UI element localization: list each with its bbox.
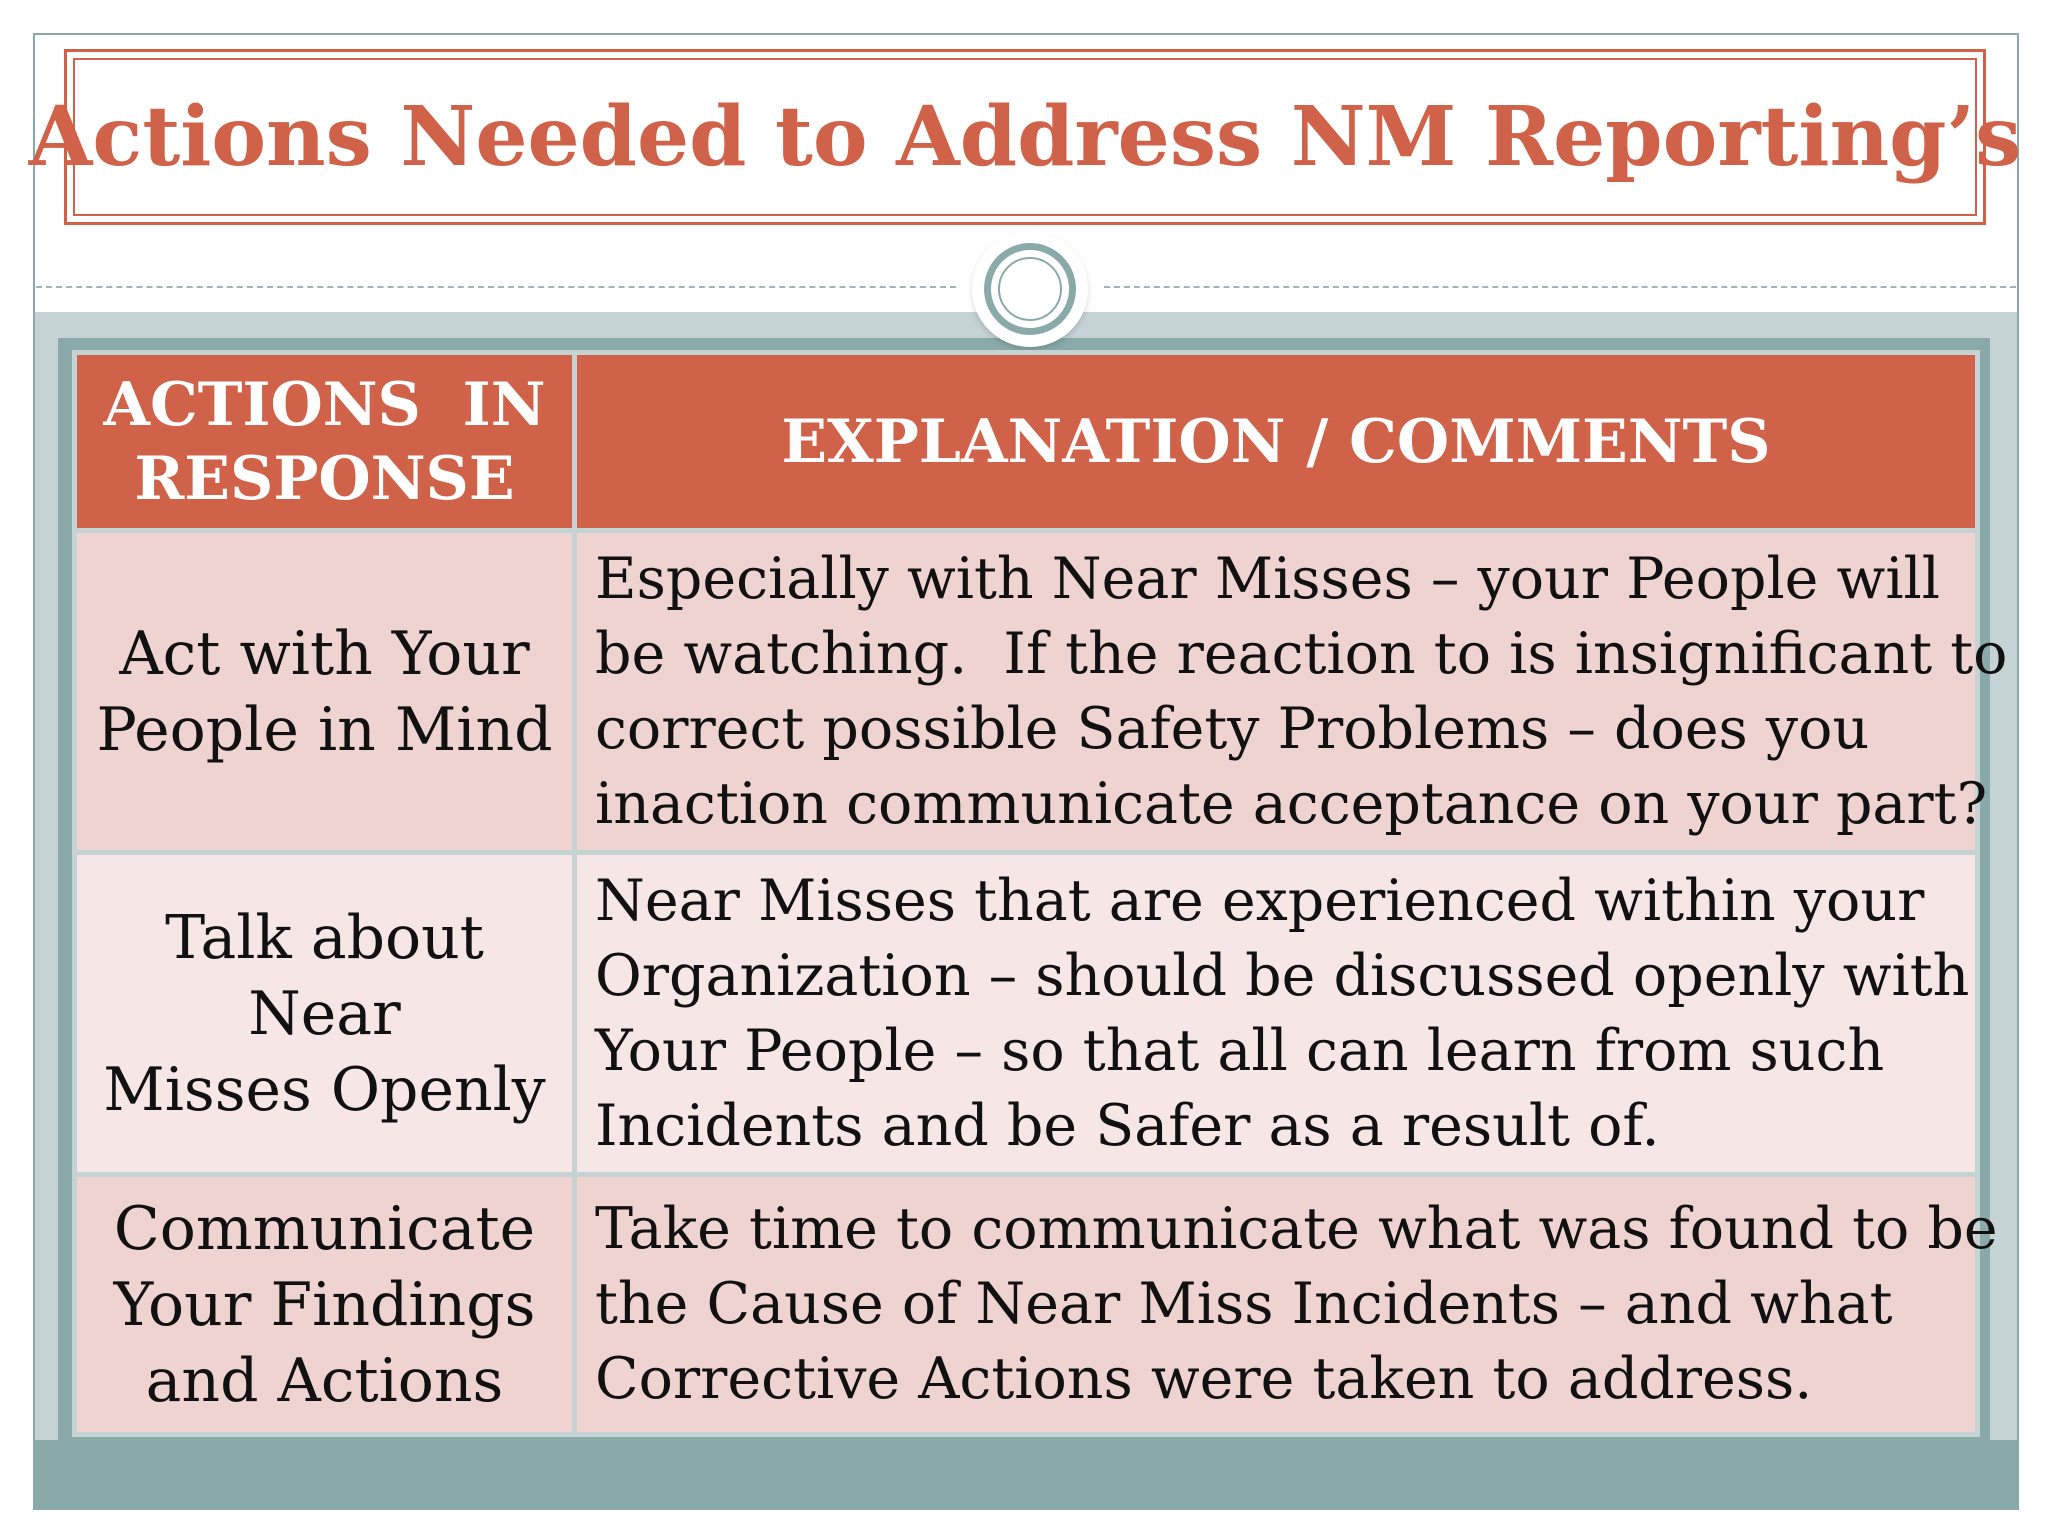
explanation-line: Especially with Near Misses – your People will — [595, 545, 1941, 612]
explanation-line: Corrective Actions were taken to address. — [595, 1346, 1813, 1412]
table-header-row — [75, 353, 1978, 531]
explanation-line: inaction communicate acceptance on your part? — [595, 770, 1988, 837]
explanation-cell — [575, 853, 1978, 1175]
table-row — [75, 531, 1978, 853]
explanation-line: Incidents and be Safer as a result of. — [595, 1092, 1660, 1159]
explanation-line: correct possible Safety Problems – does you — [595, 695, 1870, 762]
action-line: and Actions — [145, 1345, 504, 1416]
header-actions — [75, 353, 575, 531]
explanation-cell — [575, 1175, 1998, 1435]
divider-left — [36, 286, 956, 288]
action-line: People in Mind — [96, 694, 553, 765]
header-explanation — [575, 353, 1978, 531]
table-row — [75, 1175, 1978, 1435]
explanation-line: Take time to communicate what was found to be — [595, 1196, 1998, 1262]
divider-right — [1104, 286, 2016, 288]
table-row — [75, 853, 1978, 1175]
circle-ring-inner — [998, 257, 1062, 321]
explanation-line: the Cause of Near Miss Incidents – and what — [595, 1271, 1893, 1337]
title-box-inner — [28, 58, 2022, 216]
explanation-cell — [575, 531, 2008, 853]
explanation-line: be watching. If the reaction to is insignificant to — [595, 620, 2008, 687]
action-line: Act with Your — [119, 618, 530, 689]
bottom-strip — [35, 1440, 2017, 1508]
action-line: Talk about Near — [165, 902, 484, 1049]
action-line: Misses Openly — [103, 1054, 546, 1125]
explanation-line: Organization – should be discussed openly with — [595, 942, 1970, 1009]
action-line: Communicate — [113, 1193, 536, 1264]
circle-ornament-icon — [972, 231, 1088, 347]
title-box — [28, 49, 2022, 225]
header-actions-line2: RESPONSE — [134, 443, 515, 514]
action-cell — [75, 531, 575, 853]
page-title: Actions Needed to Address NM Reporting’s — [28, 89, 2022, 185]
header-explanation-label: EXPLANATION / COMMENTS — [781, 406, 1771, 477]
action-cell — [75, 1175, 575, 1435]
header-actions-line1: ACTIONS IN — [103, 369, 546, 440]
explanation-line: Near Misses that are experienced within your — [595, 867, 1925, 934]
actions-table — [72, 350, 2008, 1437]
explanation-line: Your People – so that all can learn from such — [595, 1017, 1885, 1084]
circle-ring — [984, 243, 1076, 335]
action-cell — [75, 853, 575, 1175]
action-line: Your Findings — [113, 1269, 536, 1340]
